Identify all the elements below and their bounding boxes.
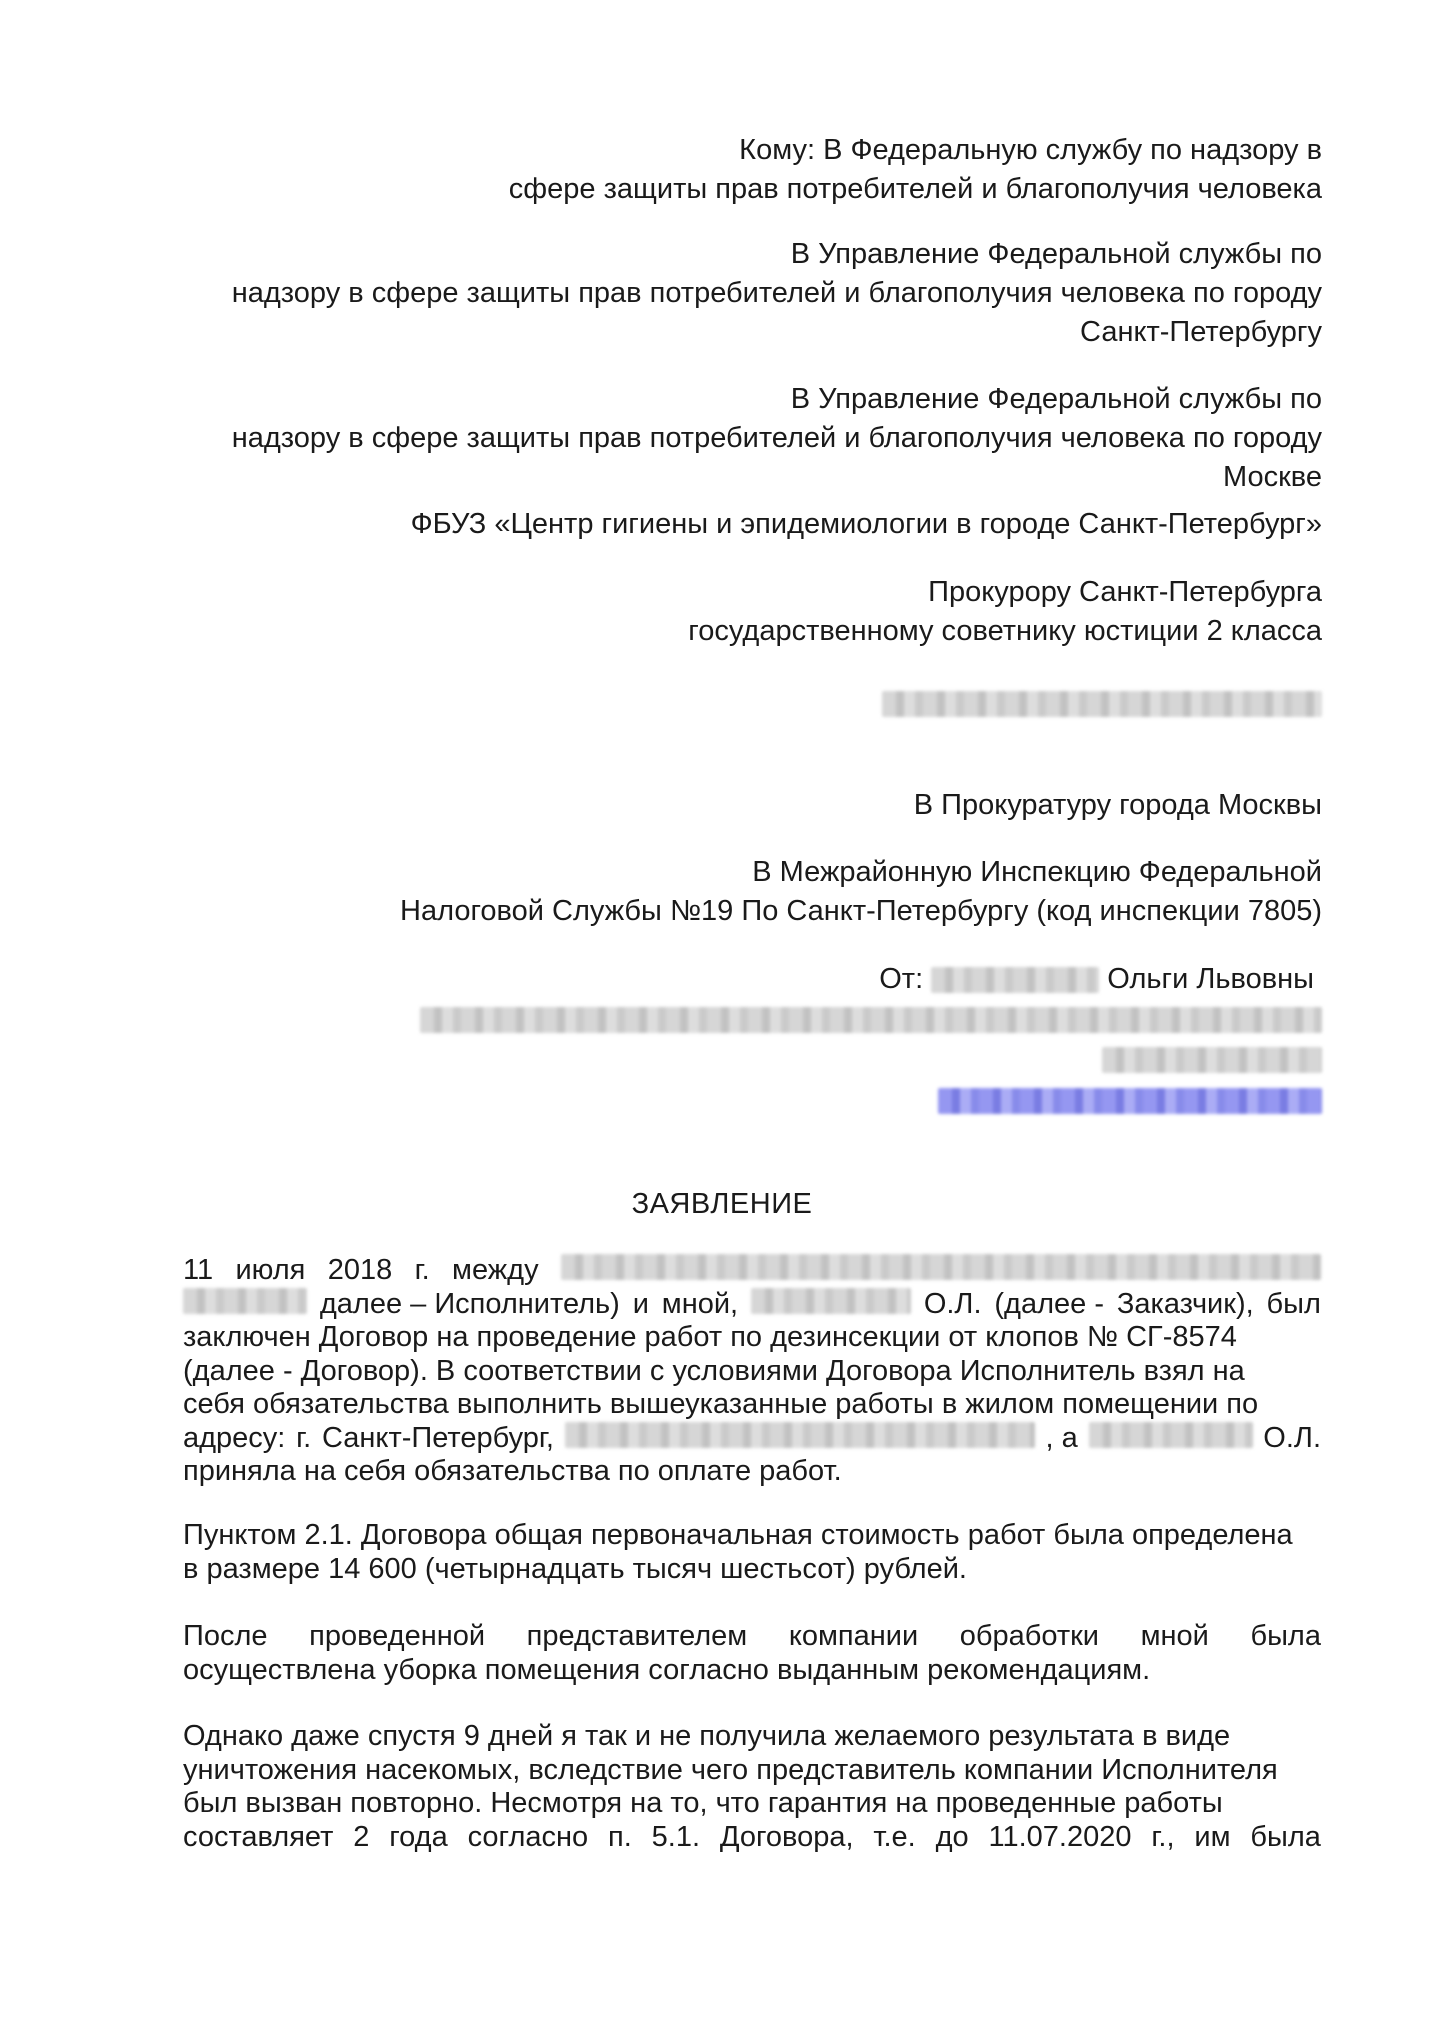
redacted-sender-address <box>182 1000 1322 1039</box>
text-line <box>183 1620 1321 1654</box>
word: обработки <box>959 1620 1099 1652</box>
word: июля <box>235 1254 306 1286</box>
paragraph-repeat-call <box>183 1720 1321 1854</box>
redacted-sender-phone <box>182 1040 1322 1079</box>
word: Заказчик), <box>1116 1287 1254 1320</box>
paragraph-price <box>183 1519 1321 1586</box>
word: была <box>1250 1820 1321 1853</box>
text-line: Пунктом 2.1. Договора общая первоначальная стоимость работ была определена <box>183 1519 1293 1551</box>
text-line: (далее - Договор). В соответствии с условиями Договора Исполнитель взял на <box>183 1354 1245 1387</box>
word: представителем <box>526 1620 748 1652</box>
word: 5.1. <box>651 1820 701 1853</box>
word: адресу: <box>183 1421 286 1454</box>
paragraph-cleaning <box>183 1620 1321 1687</box>
recipient-line: Налоговой Службы №19 По Санкт-Петербургу (код инспекции 7805) <box>400 895 1322 927</box>
redaction-block <box>938 1088 1322 1114</box>
word: была <box>1250 1620 1321 1652</box>
recipient-line: Кому: В Федеральную службу по надзору в <box>739 134 1322 166</box>
word: 2 <box>353 1820 370 1853</box>
word: О.Л. <box>923 1287 982 1320</box>
text-line <box>183 1254 1321 1288</box>
redaction-block <box>1102 1047 1322 1073</box>
sender-block <box>174 960 1314 999</box>
word: между <box>452 1254 539 1286</box>
recipient-line: В Прокуратуру города Москвы <box>913 789 1322 821</box>
word: О.Л. <box>1263 1421 1321 1454</box>
word: т.е. <box>873 1820 916 1853</box>
recipient-line: государственному советнику юстиции 2 класса <box>688 615 1322 647</box>
word: был <box>1266 1287 1321 1320</box>
text-line: Однако даже спустя 9 дней я так и не получила желаемого результата в виде <box>183 1720 1231 1752</box>
recipient-prosecutor-moscow <box>182 786 1322 825</box>
text-line <box>183 1821 1321 1855</box>
redaction-block <box>931 967 1099 993</box>
redaction-block <box>751 1288 911 1314</box>
word: им <box>1194 1820 1231 1853</box>
sender-prefix: От: <box>879 963 924 995</box>
word: и <box>632 1287 649 1320</box>
word: 2018 <box>327 1254 393 1286</box>
redaction-block <box>183 1288 307 1314</box>
recipient-rospotrebnadzor <box>182 131 1322 209</box>
recipient-line: надзору в сфере защиты прав потребителей и благополучия человека по городу <box>231 422 1322 454</box>
text-line: уничтожения насекомых, вследствие чего представитель компании Исполнителя <box>183 1753 1278 1786</box>
text-line: был вызван повторно. Несмотря на то, что гарантия на проведенные работы <box>183 1787 1223 1819</box>
redacted-sender-email <box>182 1081 1322 1120</box>
word: мной <box>1140 1620 1209 1652</box>
text-line: приняла на себя обязательства по оплате работ. <box>183 1455 842 1487</box>
text-line: осуществлена уборка помещения согласно выданным рекомендациям. <box>183 1653 1151 1686</box>
word: Договора, <box>719 1820 854 1853</box>
recipient-spb-department <box>182 235 1322 352</box>
word: далее – Исполнитель) <box>319 1287 620 1320</box>
word: , а <box>1045 1421 1078 1454</box>
recipient-line: Санкт-Петербургу <box>1080 316 1322 348</box>
word: проведенной <box>309 1620 486 1652</box>
word: г. <box>296 1421 312 1454</box>
recipient-line: сфере защиты прав потребителей и благополучия человека <box>508 173 1322 205</box>
word: Санкт-Петербург, <box>322 1421 554 1454</box>
recipient-fbuz <box>182 505 1322 544</box>
word: п. <box>608 1820 632 1853</box>
recipient-line: ФБУЗ «Центр гигиены и эпидемиологии в городе Санкт-Петербург» <box>410 508 1322 540</box>
recipient-line: В Управление Федеральной службы по <box>790 238 1322 270</box>
recipient-line: В Управление Федеральной службы по <box>790 383 1322 415</box>
sender-name: Ольги Львовны <box>1107 963 1314 995</box>
word: составляет <box>183 1820 334 1853</box>
recipient-moscow-department <box>182 380 1322 497</box>
redaction-block <box>882 691 1322 717</box>
text-line <box>183 1288 1321 1322</box>
text-line: себя обязательства выполнить вышеуказанные работы в жилом помещении по <box>183 1388 1259 1420</box>
word: года <box>389 1820 448 1853</box>
word: мной, <box>661 1287 739 1320</box>
redacted-prosecutor-name <box>182 684 1322 723</box>
redaction-block <box>561 1254 1321 1280</box>
redaction-block <box>1089 1422 1253 1448</box>
word: 11.07.2020 <box>988 1820 1132 1853</box>
document-title: ЗАЯВЛЕНИЕ <box>631 1188 813 1220</box>
word: После <box>183 1620 268 1652</box>
word: (далее - <box>994 1287 1104 1320</box>
recipient-line: Прокурору Санкт-Петербурга <box>928 576 1322 608</box>
paragraph-contract <box>183 1254 1321 1489</box>
word: 11 <box>183 1254 214 1286</box>
recipient-line: Москве <box>1222 461 1322 493</box>
word: г. <box>414 1254 430 1286</box>
recipient-prosecutor-spb <box>182 573 1322 651</box>
word: до <box>935 1820 969 1853</box>
recipient-line: В Межрайонную Инспекцию Федеральной <box>752 856 1322 888</box>
recipient-line: надзору в сфере защиты прав потребителей и благополучия человека по городу <box>231 277 1322 309</box>
recipient-tax-inspection <box>182 853 1322 931</box>
text-line: в размере 14 600 (четырнадцать тысяч шестьсот) рублей. <box>183 1552 967 1585</box>
text-line: заключен Договор на проведение работ по дезинсекции от клопов № СГ-8574 <box>183 1321 1237 1353</box>
redaction-block <box>420 1007 1322 1033</box>
text-line <box>183 1422 1321 1456</box>
word: г., <box>1151 1820 1175 1853</box>
word: согласно <box>467 1820 589 1853</box>
redaction-block <box>565 1422 1035 1448</box>
word: компании <box>788 1620 919 1652</box>
